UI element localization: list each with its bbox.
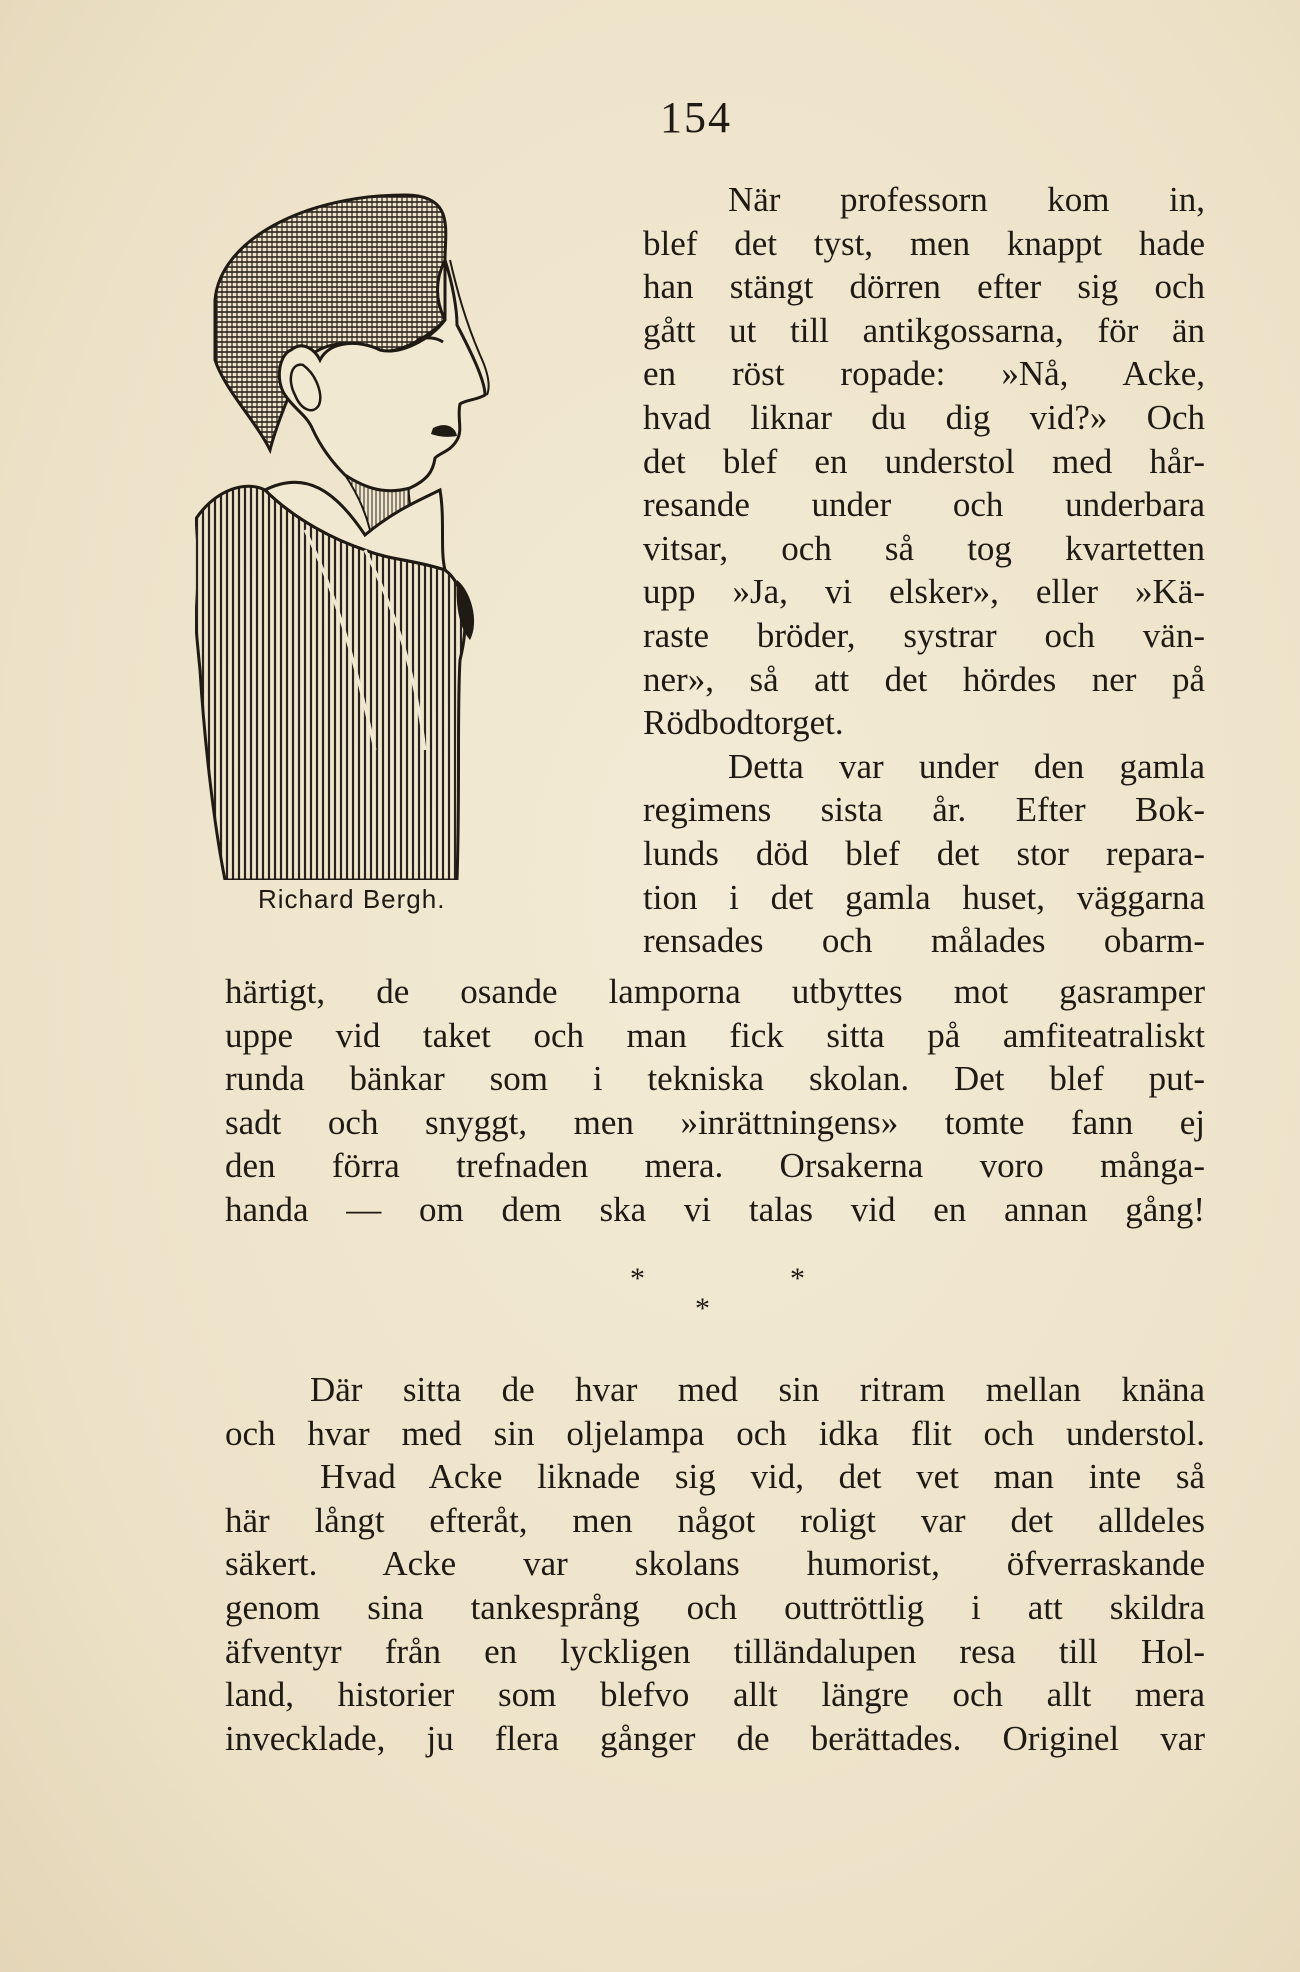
text-line: När professorn kom in, [728, 180, 1205, 219]
text-line: härtigt, de osande lamporna utbyttes mot gasramper [225, 972, 1205, 1011]
text-line: uppe vid taket och man fick sitta på amfiteatraliskt [225, 1015, 1205, 1055]
text-line: Hvad Acke liknade sig vid, det vet man inte så [320, 1457, 1205, 1497]
text-line: upp »Ja, vi elsker», eller »Kä- [643, 572, 1205, 612]
page-number: 154 [660, 93, 732, 142]
asterisk: * [630, 1262, 645, 1295]
text-line: den förra trefnaden mera. Orsakerna voro många- [225, 1146, 1205, 1186]
text-line: Där sitta de hvar med sin ritram mellan knäna [310, 1370, 1205, 1409]
figure-caption: Richard Bergh. [258, 884, 446, 914]
paragraph-2-start [643, 745, 1205, 963]
portrait-figure [195, 190, 615, 880]
asterisk: * [790, 1262, 805, 1295]
text-line: handa — om dem ska vi talas vid en annan gång! [225, 1189, 1205, 1229]
text-line: tion i det gamla huset, väggarna [643, 877, 1205, 917]
portrait-engraving [195, 190, 615, 880]
text-line: raste bröder, systrar och vän- [643, 615, 1205, 655]
text-line: genom sina tankesprång och outtröttlig i att skildra [225, 1587, 1205, 1627]
paragraph-3-4 [225, 1368, 1205, 1760]
text-line: invecklade, ju flera gånger de berättades. Originel var [225, 1718, 1205, 1758]
section-separator [600, 1262, 840, 1332]
text-line: regimens sista år. Efter Bok- [643, 790, 1205, 830]
asterisk: * [695, 1292, 710, 1325]
text-line: land, historier som blefvo allt längre och allt mera [225, 1675, 1205, 1715]
paragraph-narrow [643, 178, 1205, 963]
paragraph-3 [225, 1368, 1205, 1455]
text-line: blef det tyst, men knappt hade [643, 223, 1205, 263]
text-line: äfventyr från en lyckligen tilländalupen resa till Hol- [225, 1631, 1205, 1671]
paragraph-1 [643, 178, 1205, 745]
text-line: ner», så att det hördes ner på [643, 659, 1205, 699]
text-line: Rödbodtorget. [643, 703, 844, 743]
text-line: runda bänkar som i tekniska skolan. Det blef put- [225, 1059, 1205, 1099]
text-line: rensades och målades obarm- [643, 921, 1205, 961]
text-line: han stängt dörren efter sig och [643, 267, 1205, 307]
paragraph-4 [225, 1455, 1205, 1760]
text-line: resande under och underbara [643, 485, 1205, 525]
text-line: lunds död blef det stor repara- [643, 833, 1205, 873]
text-line: säkert. Acke var skolans humorist, öfverraskande [225, 1544, 1205, 1584]
text-line: hvad liknar du dig vid?» Och [643, 397, 1205, 437]
text-line: det blef en understol med hår- [643, 441, 1205, 481]
paragraph-2-continued [225, 970, 1205, 1232]
text-line: Detta var under den gamla [728, 746, 1205, 786]
text-line: här långt efteråt, men något roligt var det alldeles [225, 1500, 1205, 1540]
text-line: vitsar, och så tog kvartetten [643, 528, 1205, 568]
text-line: en röst ropade: »Nå, Acke, [643, 354, 1205, 394]
text-line: och hvar med sin oljelampa och idka flit och understol. [225, 1413, 1205, 1453]
text-line: sadt och snyggt, men »inrättningens» tomte fann ej [225, 1102, 1205, 1142]
text-line: gått ut till antikgossarna, för än [643, 310, 1205, 350]
